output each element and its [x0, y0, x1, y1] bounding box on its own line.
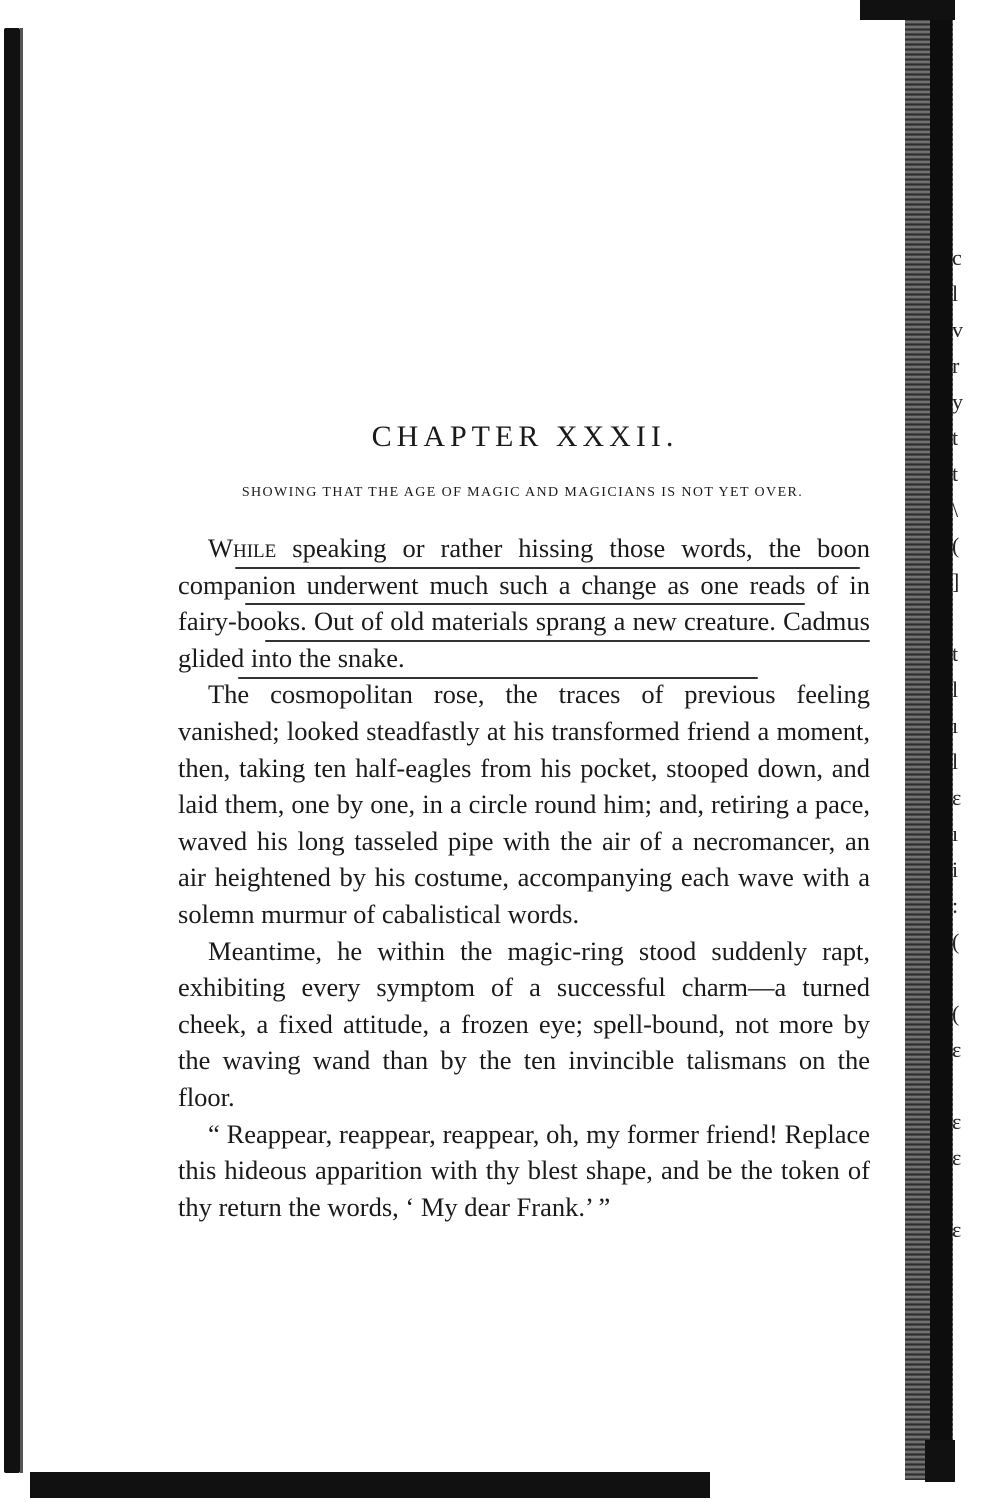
facing-page-letter: l — [952, 677, 959, 702]
facing-page-letter — [952, 1068, 976, 1104]
pencil-underline — [265, 640, 870, 642]
paragraph-lead-word: While — [208, 533, 277, 563]
facing-page-letter: c — [952, 245, 962, 270]
pencil-underline — [235, 567, 860, 569]
right-binding-shadow — [930, 0, 952, 1480]
left-page-edge-shadow — [20, 28, 23, 1473]
facing-page-letter: ı — [952, 713, 959, 738]
left-page-edge — [4, 28, 20, 1473]
facing-page-letter: ε — [952, 785, 962, 810]
bottom-right-page-edge — [925, 1440, 955, 1482]
facing-page-letter: v — [952, 317, 963, 342]
facing-page-letter — [952, 960, 976, 996]
facing-page-letter: l — [952, 749, 959, 774]
chapter-body — [178, 530, 870, 1225]
pencil-underline — [245, 603, 805, 605]
facing-page-letter: ε — [952, 1145, 962, 1170]
top-right-page-edge — [860, 0, 955, 20]
facing-page-letter: ] — [952, 569, 960, 594]
facing-page-letter: \ — [952, 497, 959, 522]
paragraph-2: The cosmopolitan rose, the traces of previous feeling vanished; looked steadfastly at his transformed friend a moment, then, taking ten half-eagles from his pocket, stooped down, and laid them, one by one, in a circle round him; and, retiring a pace, waved his long tasseled pipe with the air of a necromancer, an air heightened by his costume, accompanying each wave with a solemn murmur of cabalistical words. — [178, 679, 870, 929]
paragraph-text: speaking or rather hissing those words, the boon companion underwent much such a change as one reads of in fairy-books. Out of old materials sprang a new creature. Cadmus glided into the snake. — [178, 533, 870, 673]
facing-page-letter: ı — [952, 821, 959, 846]
facing-page-letter: i — [952, 857, 959, 882]
bottom-page-edge — [30, 1472, 710, 1498]
paragraph-3: Meantime, he within the magic-ring stood suddenly rapt, exhibiting every symptom of a successful charm—a turned cheek, a fixed attitude, a frozen eye; spell-bound, not more by the waving wand than by the ten invincible talismans on the floor. — [178, 935, 870, 1112]
facing-page-fragments — [952, 240, 976, 1248]
chapter-title: CHAPTER XXXII. — [371, 420, 679, 453]
facing-page-letter: t — [952, 641, 959, 666]
facing-page-letter: ε — [952, 1037, 962, 1062]
facing-page-letter: t — [952, 461, 959, 486]
facing-page-letter: y — [952, 389, 963, 414]
facing-page-letter: : — [952, 893, 959, 918]
facing-page-letter — [952, 1176, 976, 1212]
facing-page-letter: ε — [952, 1217, 962, 1242]
paragraph-4: “ Reappear, reappear, reappear, oh, my former friend! Replace this hideous apparition with thy blest shape, and be the token of thy return the words, ‘ My dear Frank.’ ” — [178, 1118, 870, 1222]
facing-page-letter: t — [952, 425, 959, 450]
facing-page-letter: l — [952, 281, 959, 306]
chapter-subtitle: SHOWING THAT THE AGE OF MAGIC AND MAGICIANS IS NOT YET OVER. — [241, 485, 804, 500]
facing-page-letter: ( — [952, 1001, 960, 1026]
facing-page-letter: ( — [952, 929, 960, 954]
pencil-underline — [238, 677, 758, 679]
facing-page-letter — [952, 600, 976, 636]
facing-page-letter: ( — [952, 533, 960, 558]
facing-page-letter: ε — [952, 1109, 962, 1134]
facing-page-letter: r — [952, 353, 960, 378]
